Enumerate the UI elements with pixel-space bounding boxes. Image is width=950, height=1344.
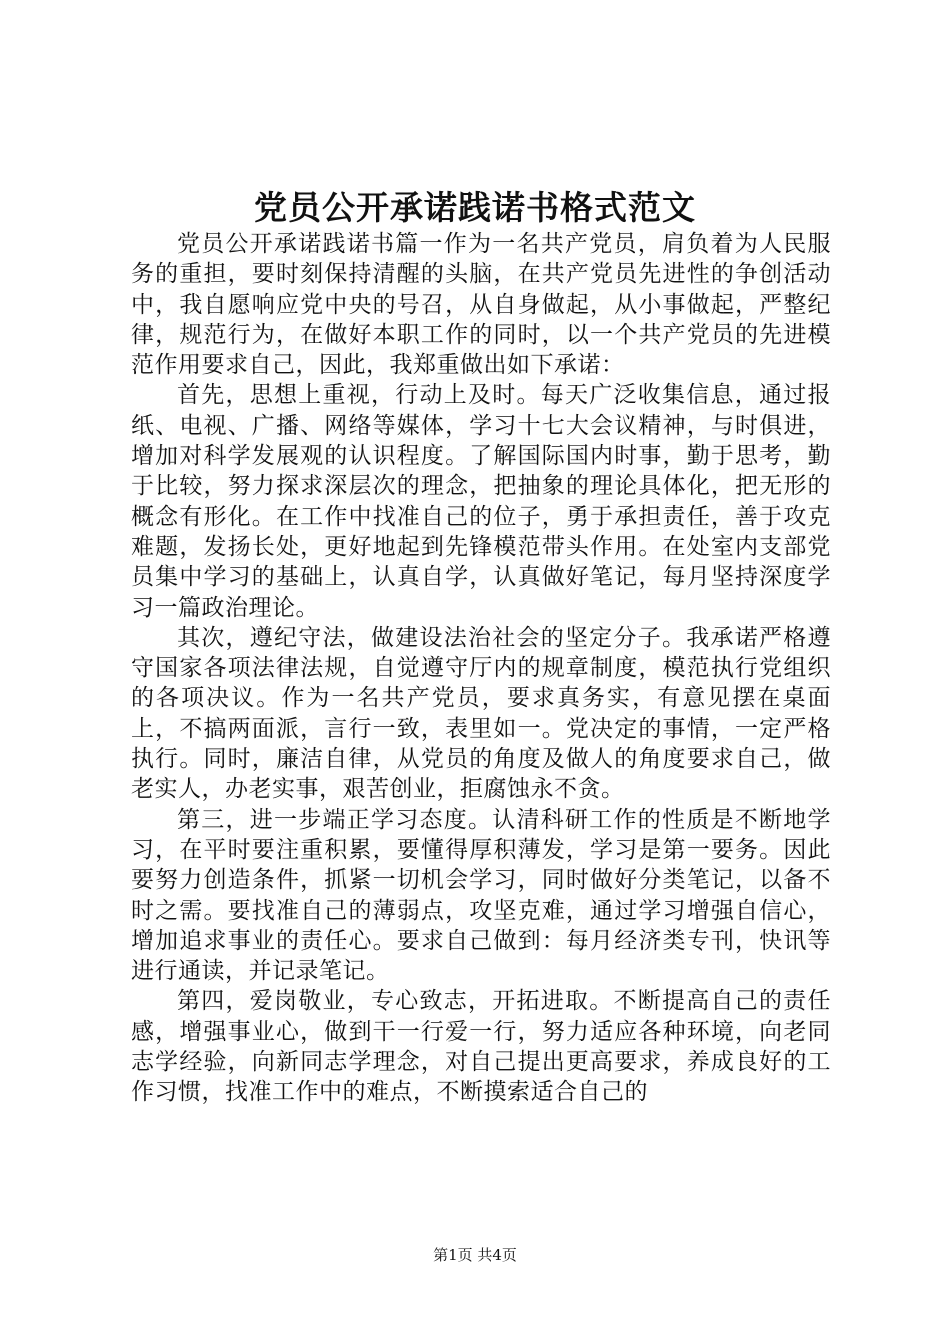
- paragraph-intro: 党员公开承诺践诺书篇一作为一名共产党员，肩负着为人民服务的重担，要时刻保持清醒的头脑，在共产党员先进性的争创活动中，我自愿响应党中央的号召，从自身做起，从小事做起，严整纪律，规范行为，在做好本职工作的同时，以一个共产党员的先进模范作用要求自己，因此，我郑重做出如下承诺：: [131, 231, 831, 379]
- page-number-footer: 第1页 共4页: [433, 1246, 517, 1264]
- document-title: 党员公开承诺践诺书格式范文: [254, 188, 696, 227]
- paragraph-fourth: 第四，爱岗敬业，专心致志，开拓进取。不断提高自己的责任感，增强事业心，做到干一行爱一行，努力适应各种环境，向老同志学经验，向新同志学理念，对自己提出更高要求，养成良好的工作习惯，找准工作中的难点，不断摸索适合自己的: [131, 988, 831, 1106]
- document-body: [131, 229, 831, 1108]
- paragraph-second: 其次，遵纪守法，做建设法治社会的坚定分子。我承诺严格遵守国家各项法律法规，自觉遵守厅内的规章制度，模范执行党组织的各项决议。作为一名共产党员，要求真务实，有意见摆在桌面上，不搞两面派，言行一致，表里如一。党决定的事情，一定严格执行。同时，廉洁自律，从党员的角度及做人的角度要求自己，做老实人，办老实事，艰苦创业，拒腐蚀永不贪。: [131, 624, 831, 803]
- paragraph-third: 第三，进一步端正学习态度。认清科研工作的性质是不断地学习，在平时要注重积累，要懂得厚积薄发，学习是第一要务。因此要努力创造条件，抓紧一切机会学习，同时做好分类笔记，以备不时之需。要找准自己的薄弱点，攻坚克难，通过学习增强自信心，增加追求事业的责任心。要求自己做到：每月经济类专刊，快讯等进行通读，并记录笔记。: [131, 806, 831, 985]
- paragraph-first: 首先，思想上重视，行动上及时。每天广泛收集信息，通过报纸、电视、广播、网络等媒体，学习十七大会议精神，与时俱进，增加对科学发展观的认识程度。了解国际国内时事，勤于思考，勤于比较，努力探求深层次的理念，把抽象的理论具体化，把无形的概念有形化。在工作中找准自己的位子，勇于承担责任，善于攻克难题，发扬长处，更好地起到先锋模范带头作用。在处室内支部党员集中学习的基础上，认真自学，认真做好笔记，每月坚持深度学习一篇政治理论。: [131, 382, 831, 621]
